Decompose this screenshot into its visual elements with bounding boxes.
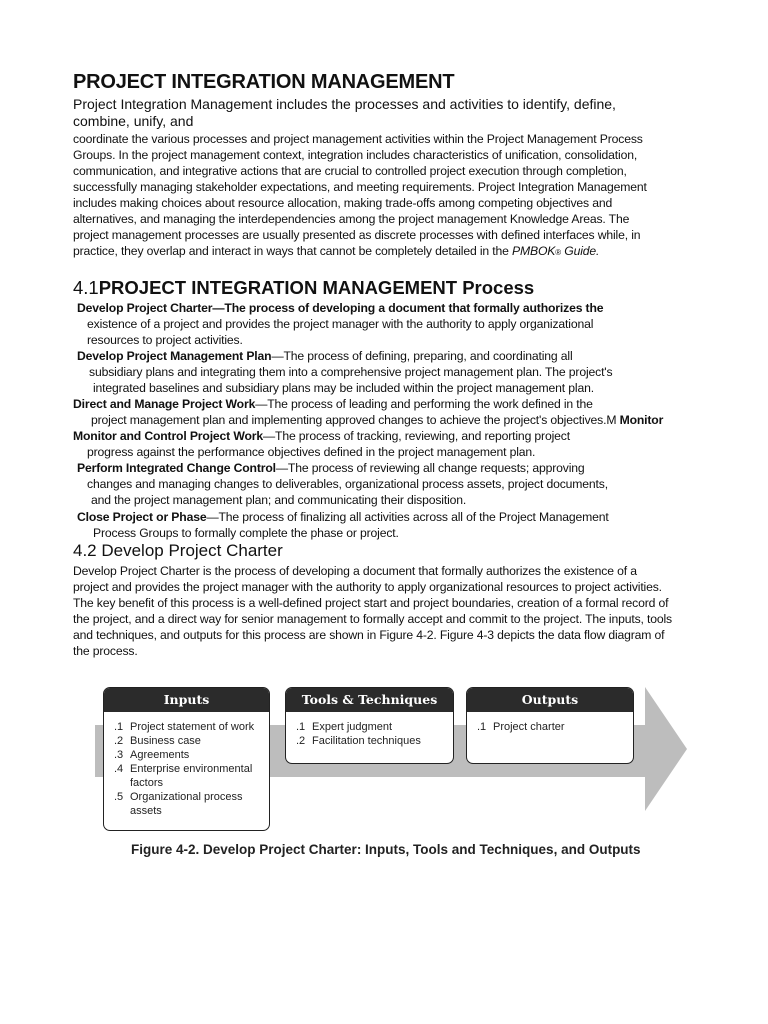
process-direct-manage: Direct and Manage Project Work—The process of leading and performing the work defined in the project management plan and implementing approved changes to achieve the project's objectives.M Monitor <box>73 397 664 427</box>
intro-line-last: practice, they overlap and interact in ways that cannot be completely detailed in the PMBOK® Guide. <box>73 244 600 258</box>
process-develop-charter: Develop Project Charter—The process of developing a document that formally authorizes the existence of a project and provides the project manager with the authority to apply organizational resources to project activities. <box>77 301 604 347</box>
process-term: Monitor and Control Project Work <box>73 429 263 443</box>
intro-line: project management processes are usually presented as discrete processes with defined interfaces while, in <box>73 228 641 242</box>
intro-first-sentence: Project Integration Management includes the processes and activities to identify, define, combine, unify, and <box>73 96 616 129</box>
intro-line: coordinate the various processes and project management activities within the Project Management Process <box>73 132 643 146</box>
outputs-header: Outputs <box>467 688 633 712</box>
process-term: Perform Integrated Change Control <box>77 461 276 475</box>
list-item: .4 Enterprise environmental factors <box>114 763 253 789</box>
list-item: .3 Agreements <box>114 749 190 761</box>
process-term: Develop Project Management Plan <box>77 349 272 363</box>
process-monitor-control: Monitor and Control Project Work—The process of tracking, reviewing, and reporting project progress against the performance objectives defined in the project management plan. <box>73 429 570 459</box>
list-item: .1 Project charter <box>477 721 565 733</box>
process-integrated-change: Perform Integrated Change Control—The process of reviewing all change requests; approving changes and managing changes to deliverables, organizational process assets, project documents, and the project management plan; and communicating their disposition. <box>77 461 608 507</box>
intro-paragraph <box>73 131 647 261</box>
page-title: PROJECT INTEGRATION MANAGEMENT <box>73 71 455 93</box>
intro-line: Groups. In the project management context, integration includes characteristics of unification, consolidation, <box>73 148 638 162</box>
list-item: .1 Project statement of work <box>114 721 255 733</box>
outputs-list <box>467 712 633 734</box>
list-item: .5 Organizational process assets <box>114 791 243 817</box>
pmbok-italic: PMBOK <box>511 244 556 258</box>
inputs-box <box>103 687 270 831</box>
inputs-header: Inputs <box>104 688 269 712</box>
section-4-1-heading: 4.1PROJECT INTEGRATION MANAGEMENT Process <box>73 277 535 298</box>
intro-line: successfully managing stakeholder expectations, and meeting requirements. Project Integration Management <box>73 180 647 194</box>
inputs-list <box>104 712 269 818</box>
process-term: Close Project or Phase <box>77 510 207 524</box>
intro-line: alternatives, and managing the interdependencies among the project management Knowledge Areas. The <box>73 212 630 226</box>
list-item: .1 Expert judgment <box>296 721 393 733</box>
list-item: .2 Business case <box>114 735 201 747</box>
process-develop-plan: Develop Project Management Plan—The process of defining, preparing, and coordinating all subsidiary plans and integrating them into a comprehensive project management plan. The project's integrated baselines and subsidiary plans may be included within the project management plan. <box>77 349 613 395</box>
tools-header: Tools & Techniques <box>286 688 453 712</box>
process-close-project: Close Project or Phase—The process of finalizing all activities across all of the Project Management Process Groups to formally complete the phase or project. <box>77 510 609 540</box>
tools-list <box>286 712 453 748</box>
list-item: .2 Facilitation techniques <box>296 735 421 747</box>
intro-line: includes making choices about resource allocation, making trade-offs among competing objectives and <box>73 196 613 210</box>
intro-line: communication, and integrative actions that are crucial to controlled project execution through completion, <box>73 164 627 178</box>
section-4-2-heading: 4.2 Develop Project Charter <box>73 541 283 560</box>
section-4-2-paragraph: Develop Project Charter is the process of developing a document that formally authorizes the existence of a project and provides the project manager with the authority to apply organizational resources to project activities. The key benefit of this process is a well-defined project start and project boundaries, creation of a formal record of the project, and a direct way for senior management to formally accept and commit to the project. The inputs, tools and techniques, and outputs for this process are shown in Figure 4-2. Figure 4-3 depicts the data flow diagram of the process. <box>73 564 672 658</box>
process-term: Direct and Manage Project Work <box>73 397 256 411</box>
tools-box <box>285 687 454 764</box>
outputs-box <box>466 687 634 764</box>
itto-diagram <box>95 685 690 835</box>
figure-caption: Figure 4-2. Develop Project Charter: Inputs, Tools and Techniques, and Outputs <box>131 842 641 857</box>
